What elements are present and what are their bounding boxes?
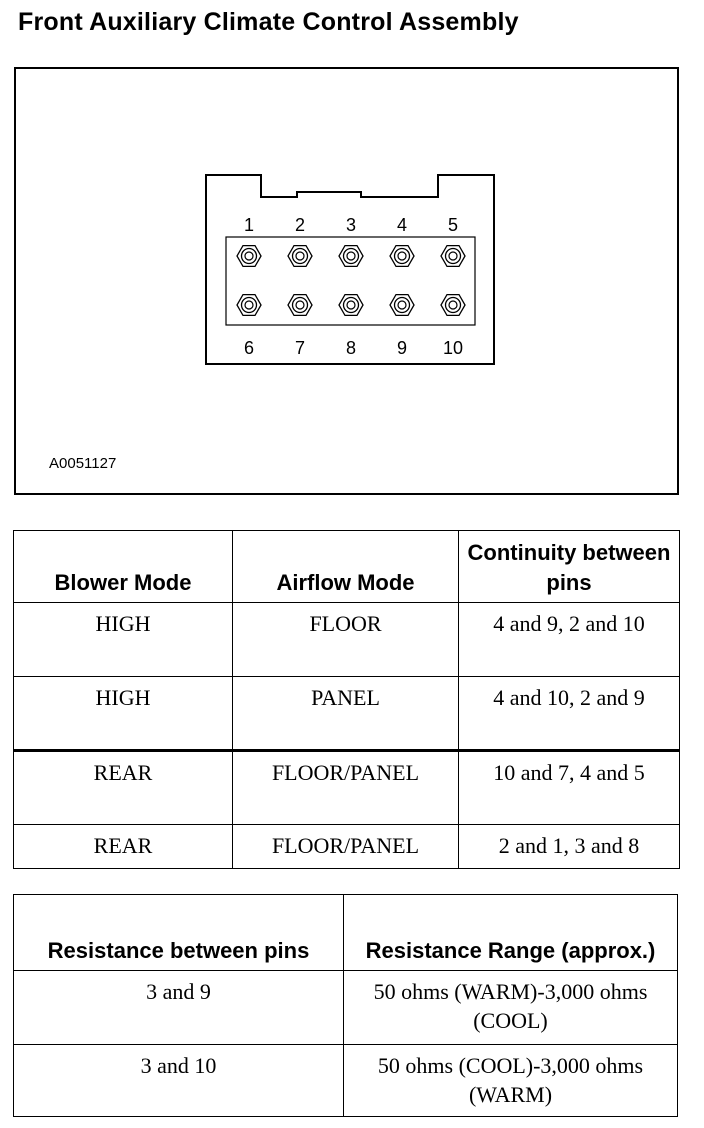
pin-number-label: 9	[396, 338, 408, 358]
table-row	[14, 1045, 678, 1117]
pin-number-label: 5	[447, 215, 459, 235]
cell-pins: 3 and 10	[14, 1045, 344, 1117]
connector-pin	[237, 295, 261, 316]
connector-pin	[339, 295, 363, 316]
continuity-table	[13, 530, 680, 869]
cell-airflow: FLOOR	[233, 603, 459, 677]
table-row	[14, 825, 680, 869]
pin-number-label: 2	[294, 215, 306, 235]
cell-continuity: 4 and 10, 2 and 9	[459, 677, 680, 751]
cell-continuity: 2 and 1, 3 and 8	[459, 825, 680, 869]
header-blower-mode: Blower Mode	[14, 531, 233, 603]
header-resistance-pins: Resistance between pins	[14, 895, 344, 971]
cell-airflow: FLOOR/PANEL	[233, 825, 459, 869]
connector-diagram	[14, 67, 679, 495]
table-row	[14, 677, 680, 751]
pin-number-label: 8	[345, 338, 357, 358]
connector-housing	[206, 175, 494, 364]
header-resistance-range: Resistance Range (approx.)	[344, 895, 678, 971]
cell-blower: HIGH	[14, 603, 233, 677]
table-row	[14, 751, 680, 825]
connector-pin	[288, 246, 312, 267]
pin-number-label: 1	[243, 215, 255, 235]
resistance-table	[13, 894, 678, 1117]
connector-pin	[390, 295, 414, 316]
header-continuity: Continuity between pins	[459, 531, 680, 603]
connector-pin	[237, 246, 261, 267]
connector-pin	[390, 246, 414, 267]
pin-number-label: 3	[345, 215, 357, 235]
cell-airflow: FLOOR/PANEL	[233, 751, 459, 825]
cell-continuity: 10 and 7, 4 and 5	[459, 751, 680, 825]
cell-blower: REAR	[14, 751, 233, 825]
pin-number-label: 4	[396, 215, 408, 235]
connector-pin	[288, 295, 312, 316]
connector-drawing	[16, 69, 681, 497]
cell-airflow: PANEL	[233, 677, 459, 751]
cell-continuity: 4 and 9, 2 and 10	[459, 603, 680, 677]
pin-number-label: 7	[294, 338, 306, 358]
pin-number-label: 10	[442, 338, 464, 358]
figure-id: A0051127	[49, 455, 117, 472]
cell-blower: REAR	[14, 825, 233, 869]
connector-pin	[441, 295, 465, 316]
page-title: Front Auxiliary Climate Control Assembly	[18, 8, 519, 36]
cell-range: 50 ohms (COOL)-3,000 ohms (WARM)	[344, 1045, 678, 1117]
connector-pin	[339, 246, 363, 267]
table-row	[14, 603, 680, 677]
cell-blower: HIGH	[14, 677, 233, 751]
pin-number-label: 6	[243, 338, 255, 358]
pin-field	[226, 237, 475, 325]
table-row	[14, 971, 678, 1045]
cell-pins: 3 and 9	[14, 971, 344, 1045]
connector-pin	[441, 246, 465, 267]
header-airflow-mode: Airflow Mode	[233, 531, 459, 603]
cell-range: 50 ohms (WARM)-3,000 ohms (COOL)	[344, 971, 678, 1045]
